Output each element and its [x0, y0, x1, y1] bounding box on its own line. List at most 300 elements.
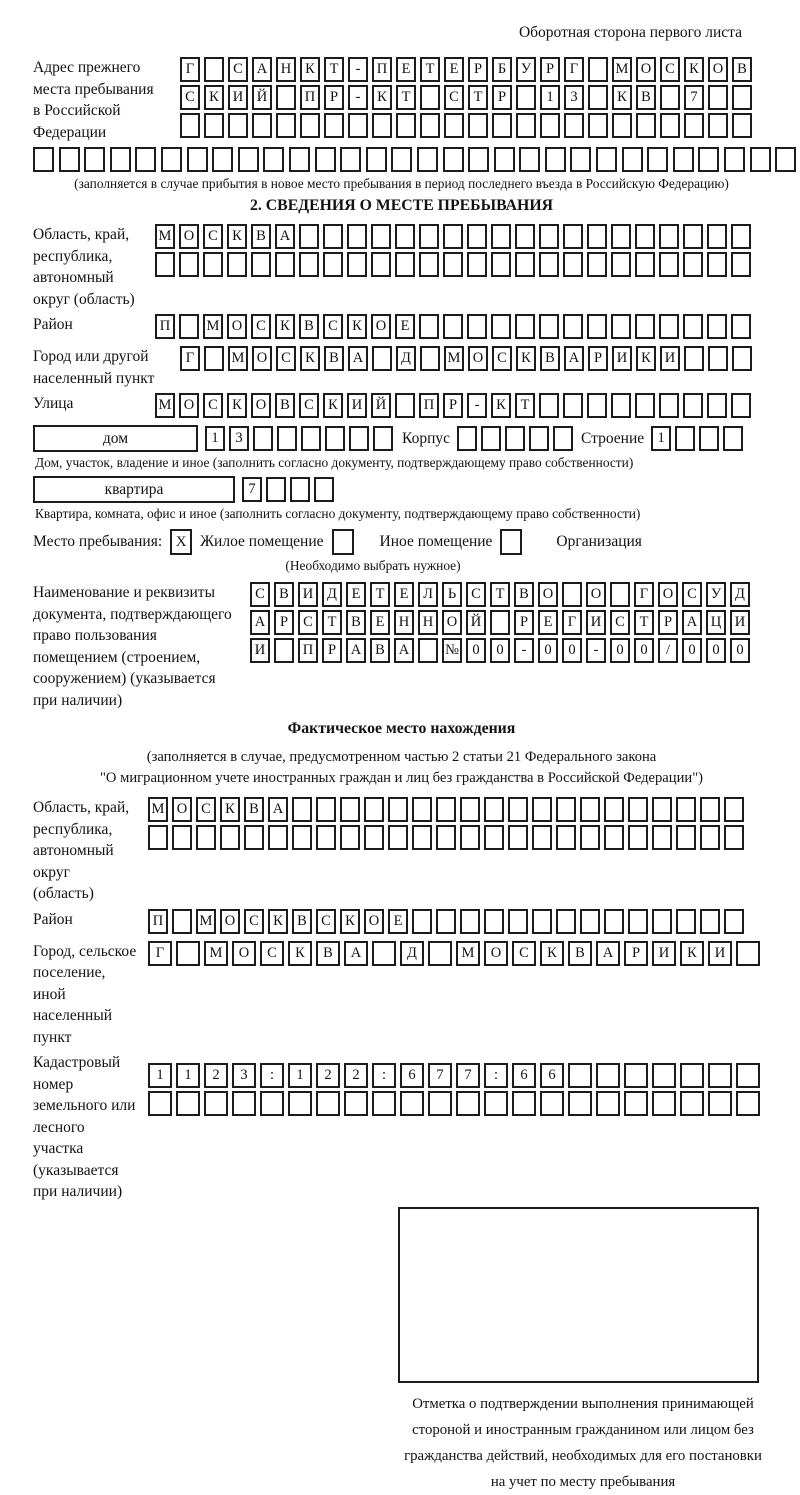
char-cell: [587, 252, 607, 277]
char-cell: [628, 797, 648, 822]
char-cell: [179, 314, 199, 339]
char-cell: [676, 797, 696, 822]
char-cell: [659, 224, 679, 249]
city-label: [33, 346, 180, 389]
char-cell: О: [179, 393, 199, 418]
fact-region-block: [33, 797, 770, 905]
char-cell: -: [348, 57, 368, 82]
char-cell: [396, 113, 416, 138]
char-cell: [508, 909, 528, 934]
char-cell: [529, 426, 549, 451]
char-cell: [596, 1091, 620, 1116]
char-cell: [444, 113, 464, 138]
char-cell: Г: [562, 610, 582, 635]
char-cell: -: [586, 638, 606, 663]
char-cell: Р: [468, 57, 488, 82]
char-cell: С: [251, 314, 271, 339]
char-cell: [373, 426, 393, 451]
char-cell: [371, 224, 391, 249]
char-cell: [539, 224, 559, 249]
char-cell: К: [300, 346, 320, 371]
fact-note-line-2: "О миграционном учете иностранных граждан и лиц без гражданства в Российской Федерации"): [99, 770, 704, 786]
region-row-1: [155, 224, 751, 249]
korpus-cells: [457, 426, 573, 451]
char-cell: 0: [634, 638, 654, 663]
char-cell: Е: [388, 909, 408, 934]
char-cell: О: [179, 224, 199, 249]
char-cell: [604, 909, 624, 934]
char-cell: [388, 797, 408, 822]
char-cell: [539, 252, 559, 277]
char-cell: Д: [400, 941, 424, 966]
street-row: [155, 393, 751, 418]
label-line: стороной и иностранным гражданином или лицом без: [412, 1421, 754, 1438]
char-cell: А: [252, 57, 272, 82]
char-cell: М: [155, 224, 175, 249]
char-cell: [419, 252, 439, 277]
char-cell: В: [299, 314, 319, 339]
char-cell: 1: [540, 85, 560, 110]
char-cell: Е: [394, 582, 414, 607]
char-cell: [176, 941, 200, 966]
char-cell: О: [586, 582, 606, 607]
char-cell: [700, 825, 720, 850]
char-cell: С: [203, 224, 223, 249]
char-cell: [660, 113, 680, 138]
char-cell: [204, 57, 224, 82]
char-cell: К: [227, 224, 247, 249]
char-cell: В: [568, 941, 592, 966]
char-cell: Т: [396, 85, 416, 110]
house-label-box: дом: [33, 425, 198, 452]
char-cell: [516, 85, 536, 110]
stamp-caption: [363, 1391, 800, 1495]
char-cell: С: [466, 582, 486, 607]
char-cell: [467, 252, 487, 277]
char-cell: [556, 797, 576, 822]
char-cell: Г: [634, 582, 654, 607]
char-cell: [395, 252, 415, 277]
cadastral-row-2: [148, 1091, 760, 1116]
char-cell: [611, 393, 631, 418]
char-cell: В: [274, 582, 294, 607]
char-cell: М: [456, 941, 480, 966]
char-cell: [512, 1091, 536, 1116]
char-cell: Н: [418, 610, 438, 635]
char-cell: Е: [346, 582, 366, 607]
char-cell: [659, 314, 679, 339]
document-block: [33, 582, 770, 711]
char-cell: [628, 825, 648, 850]
char-cell: 6: [400, 1063, 424, 1088]
char-cell: [736, 1091, 760, 1116]
char-cell: [372, 113, 392, 138]
zhiloe-checkbox: X: [170, 529, 192, 555]
char-cell: [388, 825, 408, 850]
fact-note-line-1: (заполняется в случае, предусмотренном частью 2 статьи 21 Федерального закона: [146, 749, 657, 765]
char-cell: [539, 393, 559, 418]
char-cell: [299, 252, 319, 277]
char-cell: [457, 426, 477, 451]
label-line: населенный пункт: [33, 369, 155, 387]
char-cell: [532, 797, 552, 822]
char-cell: И: [652, 941, 676, 966]
char-cell: [570, 147, 591, 172]
char-cell: [179, 252, 199, 277]
fact-city-label: [33, 941, 148, 1049]
char-cell: А: [564, 346, 584, 371]
char-cell: И: [612, 346, 632, 371]
label-line: Кадастровый номер: [33, 1054, 121, 1093]
char-cell: [680, 1091, 704, 1116]
char-cell: [545, 147, 566, 172]
stroenie-label: Строение: [581, 429, 645, 447]
char-cell: У: [706, 582, 726, 607]
char-cell: И: [586, 610, 606, 635]
char-cell: [563, 224, 583, 249]
char-cell: О: [636, 57, 656, 82]
char-cell: В: [732, 57, 752, 82]
char-cell: [736, 941, 760, 966]
apartment-note: Квартира, комната, офис и иное (заполнить согласно документу, подтверждающему право собственности): [35, 506, 641, 521]
char-cell: [268, 825, 288, 850]
char-cell: Т: [322, 610, 342, 635]
char-cell: [417, 147, 438, 172]
char-cell: К: [275, 314, 295, 339]
char-cell: [683, 252, 703, 277]
char-cell: Р: [540, 57, 560, 82]
label-line: при наличии): [33, 691, 123, 709]
prev-address-overflow-row: [33, 147, 770, 172]
char-cell: К: [680, 941, 704, 966]
char-cell: Т: [490, 582, 510, 607]
char-cell: П: [300, 85, 320, 110]
char-cell: [172, 825, 192, 850]
document-rows: [250, 582, 750, 666]
char-cell: О: [364, 909, 384, 934]
char-cell: В: [324, 346, 344, 371]
char-cell: [556, 909, 576, 934]
char-cell: И: [708, 941, 732, 966]
char-cell: [292, 825, 312, 850]
district-label: Район: [33, 316, 73, 333]
char-cell: В: [251, 224, 271, 249]
char-cell: [622, 147, 643, 172]
char-cell: [324, 113, 344, 138]
char-cell: В: [540, 346, 560, 371]
char-cell: Д: [730, 582, 750, 607]
label-line: Адрес прежнего: [33, 59, 141, 76]
house-block: [33, 425, 770, 452]
apartment-cells: [242, 477, 334, 502]
char-cell: [516, 113, 536, 138]
char-cell: Ц: [706, 610, 726, 635]
char-cell: К: [340, 909, 360, 934]
char-cell: [587, 224, 607, 249]
char-cell: [635, 224, 655, 249]
label-line: иной населенный пункт: [33, 985, 113, 1046]
char-cell: [553, 426, 573, 451]
char-cell: [683, 314, 703, 339]
char-cell: [731, 224, 751, 249]
char-cell: К: [540, 941, 564, 966]
char-cell: [673, 147, 694, 172]
char-cell: [532, 909, 552, 934]
label-line: автономный округ: [33, 842, 114, 881]
label-line: сооружением) (указывается: [33, 670, 216, 687]
char-cell: [348, 113, 368, 138]
char-cell: [238, 147, 259, 172]
char-cell: О: [251, 393, 271, 418]
label-line: Город, сельское поселение,: [33, 942, 137, 981]
prev-address-row-1: [180, 57, 752, 82]
char-cell: [347, 224, 367, 249]
char-cell: Т: [324, 57, 344, 82]
char-cell: [419, 314, 439, 339]
char-cell: [659, 393, 679, 418]
char-cell: [532, 825, 552, 850]
char-cell: [187, 147, 208, 172]
fact-title: Фактическое место нахождения: [287, 720, 516, 737]
char-cell: Б: [492, 57, 512, 82]
stay-type-note: (Необходимо выбрать нужное): [285, 558, 461, 573]
char-cell: 0: [490, 638, 510, 663]
char-cell: С: [203, 393, 223, 418]
document-label: [33, 582, 250, 711]
char-cell: [366, 147, 387, 172]
char-cell: [148, 825, 168, 850]
char-cell: [731, 314, 751, 339]
char-cell: [196, 825, 216, 850]
char-cell: [596, 1063, 620, 1088]
char-cell: [395, 224, 415, 249]
city-row: [180, 346, 752, 371]
char-cell: [491, 252, 511, 277]
char-cell: Т: [468, 85, 488, 110]
char-cell: [519, 147, 540, 172]
char-cell: [491, 314, 511, 339]
char-cell: -: [467, 393, 487, 418]
street-block: [33, 393, 770, 421]
char-cell: [418, 638, 438, 663]
char-cell: О: [708, 57, 728, 82]
label-line: право пользования: [33, 627, 157, 644]
char-cell: Н: [276, 57, 296, 82]
char-cell: [556, 825, 576, 850]
char-cell: А: [348, 346, 368, 371]
char-cell: [460, 825, 480, 850]
char-cell: С: [610, 610, 630, 635]
char-cell: М: [203, 314, 223, 339]
char-cell: Е: [395, 314, 415, 339]
char-cell: [316, 825, 336, 850]
fact-region-row-2: [148, 825, 744, 850]
char-cell: [372, 941, 396, 966]
char-cell: О: [538, 582, 558, 607]
prev-address-block: [33, 57, 770, 143]
char-cell: [161, 147, 182, 172]
char-cell: [732, 85, 752, 110]
char-cell: К: [516, 346, 536, 371]
char-cell: Е: [444, 57, 464, 82]
char-cell: [395, 393, 415, 418]
char-cell: [289, 147, 310, 172]
char-cell: [708, 85, 728, 110]
char-cell: [683, 224, 703, 249]
char-cell: Л: [418, 582, 438, 607]
char-cell: А: [394, 638, 414, 663]
char-cell: [253, 426, 273, 451]
region-block: [33, 224, 770, 310]
prev-address-rows: [180, 57, 752, 141]
char-cell: Й: [252, 85, 272, 110]
char-cell: [263, 147, 284, 172]
char-cell: [732, 346, 752, 371]
char-cell: [564, 113, 584, 138]
char-cell: О: [232, 941, 256, 966]
org-label: Организация: [556, 533, 642, 550]
char-cell: [412, 825, 432, 850]
char-cell: В: [292, 909, 312, 934]
char-cell: 2: [204, 1063, 228, 1088]
char-cell: [680, 1063, 704, 1088]
char-cell: Ь: [442, 582, 462, 607]
char-cell: [155, 252, 175, 277]
char-cell: [635, 252, 655, 277]
char-cell: 7: [684, 85, 704, 110]
char-cell: [467, 224, 487, 249]
char-cell: [491, 224, 511, 249]
char-cell: [443, 314, 463, 339]
char-cell: [456, 1091, 480, 1116]
char-cell: 0: [538, 638, 558, 663]
char-cell: 0: [730, 638, 750, 663]
label-line: в Российской: [33, 102, 121, 119]
char-cell: П: [155, 314, 175, 339]
zhiloe-label: Жилое помещение: [200, 533, 324, 550]
char-cell: [244, 825, 264, 850]
char-cell: [212, 147, 233, 172]
char-cell: [33, 147, 54, 172]
char-cell: О: [442, 610, 462, 635]
char-cell: О: [484, 941, 508, 966]
char-cell: [468, 147, 489, 172]
char-cell: [276, 85, 296, 110]
char-cell: [588, 85, 608, 110]
char-cell: [624, 1063, 648, 1088]
char-cell: [252, 113, 272, 138]
char-cell: [562, 582, 582, 607]
char-cell: 1: [205, 426, 225, 451]
char-cell: [676, 909, 696, 934]
char-cell: :: [484, 1063, 508, 1088]
char-cell: Т: [370, 582, 390, 607]
char-cell: В: [370, 638, 390, 663]
char-cell: У: [516, 57, 536, 82]
char-cell: Р: [274, 610, 294, 635]
apartment-label-box: квартира: [33, 476, 235, 503]
char-cell: [364, 825, 384, 850]
char-cell: [232, 1091, 256, 1116]
label-line: округ (область): [33, 290, 135, 308]
char-cell: Т: [420, 57, 440, 82]
char-cell: 0: [682, 638, 702, 663]
label-line: Город или другой: [33, 348, 149, 365]
char-cell: [344, 1091, 368, 1116]
label-line: гражданства действий, необходимых для его постановки: [404, 1447, 762, 1464]
char-cell: К: [323, 393, 343, 418]
char-cell: [372, 346, 392, 371]
char-cell: М: [444, 346, 464, 371]
char-cell: Р: [322, 638, 342, 663]
char-cell: [611, 224, 631, 249]
char-cell: О: [252, 346, 272, 371]
char-cell: И: [660, 346, 680, 371]
char-cell: М: [612, 57, 632, 82]
label-line: на учет по месту пребывания: [490, 1473, 676, 1490]
char-cell: Р: [588, 346, 608, 371]
char-cell: [732, 113, 752, 138]
char-cell: [652, 1091, 676, 1116]
char-cell: А: [250, 610, 270, 635]
char-cell: И: [250, 638, 270, 663]
char-cell: [443, 224, 463, 249]
char-cell: [275, 252, 295, 277]
char-cell: Д: [396, 346, 416, 371]
char-cell: [347, 252, 367, 277]
char-cell: А: [596, 941, 620, 966]
char-cell: [775, 147, 796, 172]
char-cell: 0: [562, 638, 582, 663]
char-cell: [484, 797, 504, 822]
city-block: [33, 346, 770, 389]
char-cell: [314, 477, 334, 502]
document-row-2: [250, 610, 750, 635]
char-cell: [228, 113, 248, 138]
house-cells: [205, 426, 393, 451]
char-cell: [59, 147, 80, 172]
char-cell: [635, 314, 655, 339]
char-cell: И: [730, 610, 750, 635]
prev-address-row-2: [180, 85, 752, 110]
char-cell: О: [227, 314, 247, 339]
char-cell: [652, 909, 672, 934]
char-cell: К: [347, 314, 367, 339]
char-cell: Т: [515, 393, 535, 418]
fact-region-row-1: [148, 797, 744, 822]
char-cell: [568, 1091, 592, 1116]
region-row-2: [155, 252, 751, 277]
char-cell: [490, 610, 510, 635]
char-cell: [436, 825, 456, 850]
char-cell: [276, 113, 296, 138]
char-cell: [484, 1091, 508, 1116]
char-cell: Н: [394, 610, 414, 635]
char-cell: [652, 825, 672, 850]
char-cell: :: [260, 1063, 284, 1088]
char-cell: [484, 825, 504, 850]
char-cell: [652, 1063, 676, 1088]
char-cell: Й: [466, 610, 486, 635]
char-cell: К: [227, 393, 247, 418]
char-cell: [340, 797, 360, 822]
char-cell: [420, 85, 440, 110]
char-cell: [563, 252, 583, 277]
char-cell: С: [492, 346, 512, 371]
region-label: [33, 224, 155, 310]
char-cell: Г: [180, 57, 200, 82]
char-cell: 1: [651, 426, 671, 451]
